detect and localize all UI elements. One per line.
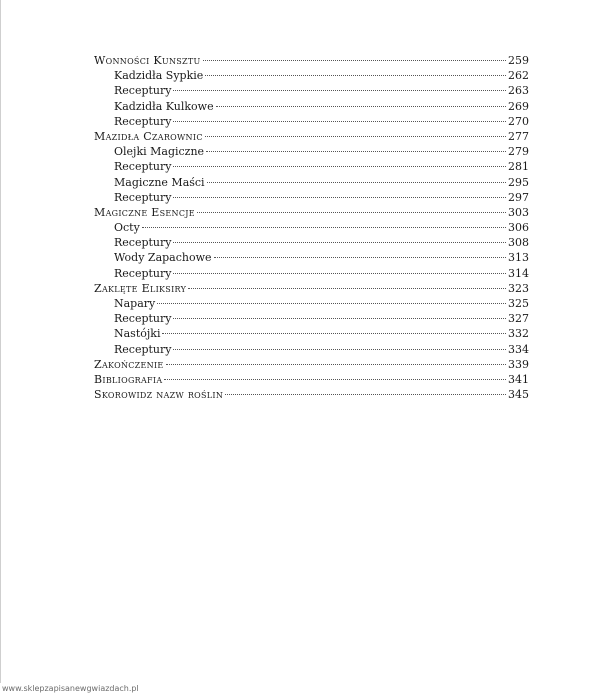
toc-dot-leader bbox=[197, 212, 506, 213]
toc-subsection-entry bbox=[94, 68, 529, 83]
toc-entry-label: Kadzidła Sypkie bbox=[114, 69, 204, 83]
toc-chapter-entry bbox=[94, 281, 529, 296]
toc-page-number: 345 bbox=[508, 388, 529, 402]
toc-dot-leader bbox=[206, 151, 506, 152]
toc-chapter-entry bbox=[94, 205, 529, 220]
toc-page-number: 279 bbox=[508, 145, 529, 159]
toc-entry-label: Magiczne Maści bbox=[114, 175, 205, 189]
toc-subsection-entry bbox=[94, 159, 529, 174]
toc-entry-label: Receptury bbox=[114, 312, 172, 326]
toc-dot-leader bbox=[173, 166, 506, 167]
toc-subsection-entry bbox=[94, 190, 529, 205]
toc-dot-leader bbox=[173, 197, 506, 198]
toc-subsection-entry bbox=[94, 114, 529, 129]
toc-dot-leader bbox=[162, 333, 506, 334]
toc-page-number: 313 bbox=[508, 251, 529, 265]
toc-page-number: 325 bbox=[508, 297, 529, 310]
toc-page-number: 314 bbox=[508, 266, 529, 280]
toc-entry-label: Olejki Magiczne bbox=[114, 145, 205, 159]
toc-subsection-entry bbox=[94, 311, 529, 326]
toc-page-number: 277 bbox=[508, 129, 529, 143]
toc-subsection-entry bbox=[94, 175, 529, 190]
toc-entry-label: Nastójki bbox=[114, 327, 161, 341]
toc-entry-label: Kadzidła Kulkowe bbox=[114, 99, 214, 113]
toc-page-number: 263 bbox=[508, 84, 529, 98]
toc-page-number: 334 bbox=[508, 342, 529, 356]
toc-page-number: 341 bbox=[508, 372, 529, 386]
toc-chapter-entry bbox=[94, 129, 529, 144]
toc-entry-label: Magiczne Esencje bbox=[94, 205, 195, 219]
toc-dot-leader bbox=[173, 273, 506, 274]
toc-dot-leader bbox=[214, 257, 506, 258]
toc-entry-label: Napary bbox=[114, 297, 156, 310]
toc-dot-leader bbox=[225, 394, 506, 395]
toc-entry-label: Receptury bbox=[114, 190, 172, 204]
toc-subsection-entry bbox=[94, 235, 529, 250]
toc-subsection-entry bbox=[94, 144, 529, 159]
toc-dot-leader bbox=[173, 318, 506, 319]
toc-chapter-entry bbox=[94, 357, 529, 372]
toc-entry-label: Zaklęte Eliksiry bbox=[94, 281, 187, 295]
toc-page-number: 297 bbox=[508, 190, 529, 204]
toc-dot-leader bbox=[142, 227, 506, 228]
toc-dot-leader bbox=[216, 106, 506, 107]
toc-page-number: 323 bbox=[508, 281, 529, 295]
watermark-text: www.sklepzapisanewgwiazdach.pl bbox=[2, 684, 139, 693]
toc-page-number: 303 bbox=[508, 205, 529, 219]
toc-entry-label: Receptury bbox=[114, 266, 172, 280]
toc-dot-leader bbox=[205, 136, 506, 137]
toc-page-number: 339 bbox=[508, 357, 529, 371]
page-edge bbox=[0, 0, 1, 683]
toc-subsection-entry bbox=[94, 99, 529, 114]
toc-dot-leader bbox=[166, 364, 506, 365]
toc-subsection-entry bbox=[94, 296, 529, 311]
toc-entry-label: Zakończenie bbox=[94, 357, 164, 371]
toc-page-number: 259 bbox=[508, 54, 529, 67]
toc-chapter-entry bbox=[94, 372, 529, 387]
toc-entry-label: Receptury bbox=[114, 236, 172, 250]
toc-page-number: 295 bbox=[508, 175, 529, 189]
toc-subsection-entry bbox=[94, 266, 529, 281]
toc-subsection-entry bbox=[94, 83, 529, 98]
toc-entry-label: Mazidła Czarownic bbox=[94, 129, 203, 143]
toc-chapter-entry bbox=[94, 387, 529, 402]
toc-entry-label: Wonności Kunsztu bbox=[94, 54, 201, 67]
toc-entry-label: Receptury bbox=[114, 160, 172, 174]
toc-dot-leader bbox=[205, 75, 506, 76]
toc-dot-leader bbox=[173, 242, 506, 243]
toc-page-number: 269 bbox=[508, 99, 529, 113]
toc-page-number: 281 bbox=[508, 160, 529, 174]
toc-entry-label: Octy bbox=[114, 221, 140, 235]
table-of-contents bbox=[94, 53, 529, 402]
toc-entry-label: Wody Zapachowe bbox=[114, 251, 212, 265]
toc-entry-label: Bibliografia bbox=[94, 372, 163, 386]
toc-subsection-entry bbox=[94, 250, 529, 265]
toc-dot-leader bbox=[164, 379, 506, 380]
toc-dot-leader bbox=[207, 182, 506, 183]
toc-subsection-entry bbox=[94, 220, 529, 235]
toc-chapter-entry bbox=[94, 53, 529, 68]
toc-dot-leader bbox=[203, 60, 506, 61]
toc-dot-leader bbox=[173, 349, 506, 350]
toc-page-number: 262 bbox=[508, 69, 529, 83]
toc-dot-leader bbox=[188, 288, 506, 289]
toc-dot-leader bbox=[173, 121, 506, 122]
toc-page-number: 306 bbox=[508, 221, 529, 235]
toc-entry-label: Receptury bbox=[114, 84, 172, 98]
toc-subsection-entry bbox=[94, 326, 529, 341]
toc-page-number: 270 bbox=[508, 114, 529, 128]
toc-entry-label: Receptury bbox=[114, 114, 172, 128]
toc-entry-label: Receptury bbox=[114, 342, 172, 356]
toc-dot-leader bbox=[157, 303, 506, 304]
toc-entry-label: Skorowidz nazw roślin bbox=[94, 388, 224, 402]
toc-page-number: 327 bbox=[508, 312, 529, 326]
toc-page-number: 308 bbox=[508, 236, 529, 250]
toc-dot-leader bbox=[173, 90, 506, 91]
toc-subsection-entry bbox=[94, 342, 529, 357]
toc-page-number: 332 bbox=[508, 327, 529, 341]
